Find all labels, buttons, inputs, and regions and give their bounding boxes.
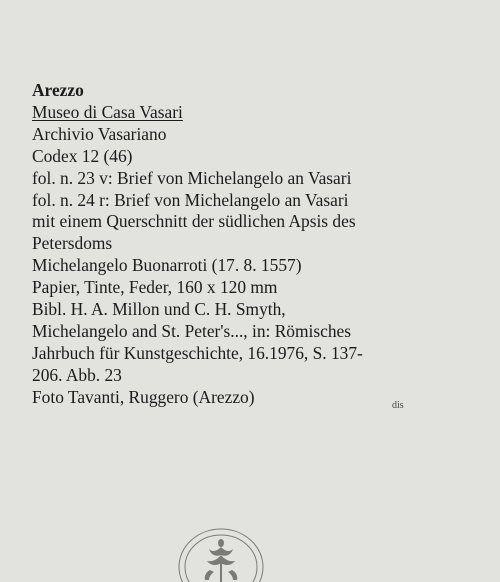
card-line-bibliography-4: 206. Abb. 23: [32, 364, 122, 385]
card-line-folio-24: fol. n. 24 r: Brief von Michelangelo an Vasari: [32, 189, 349, 210]
card-line-photo-credit: Foto Tavanti, Ruggero (Arezzo): [32, 386, 255, 407]
card-line-description-cont: Petersdoms: [32, 233, 113, 254]
card-line-medium: Papier, Tinte, Feder, 160 x 120 mm: [32, 277, 278, 298]
card-line-archive: Archivio Vasariano: [32, 123, 167, 144]
catalog-card-text: [32, 80, 482, 409]
museum-name: Museo di Casa Vasari: [32, 101, 183, 122]
card-line-bibliography: Bibl. H. A. Millon und C. H. Smyth,: [32, 299, 286, 320]
card-line-description: mit einem Querschnitt der südlichen Apsis des: [32, 211, 356, 232]
card-line-bibliography-3: Jahrbuch für Kunstgeschichte, 16.1976, S. 137-: [32, 342, 363, 363]
card-line-artist: Michelangelo Buonarroti (17. 8. 1557): [32, 255, 302, 276]
ornamental-stamp-icon: [176, 522, 266, 582]
card-line-bibliography-2: Michelangelo and St. Peter's..., in: Römisches: [32, 320, 352, 341]
card-line-folio-23: fol. n. 23 v: Brief von Michelangelo an Vasari: [32, 167, 352, 188]
card-line-codex: Codex 12 (46): [32, 145, 133, 166]
city-heading: Arezzo: [32, 80, 84, 100]
cataloger-initials: dis: [392, 400, 404, 411]
